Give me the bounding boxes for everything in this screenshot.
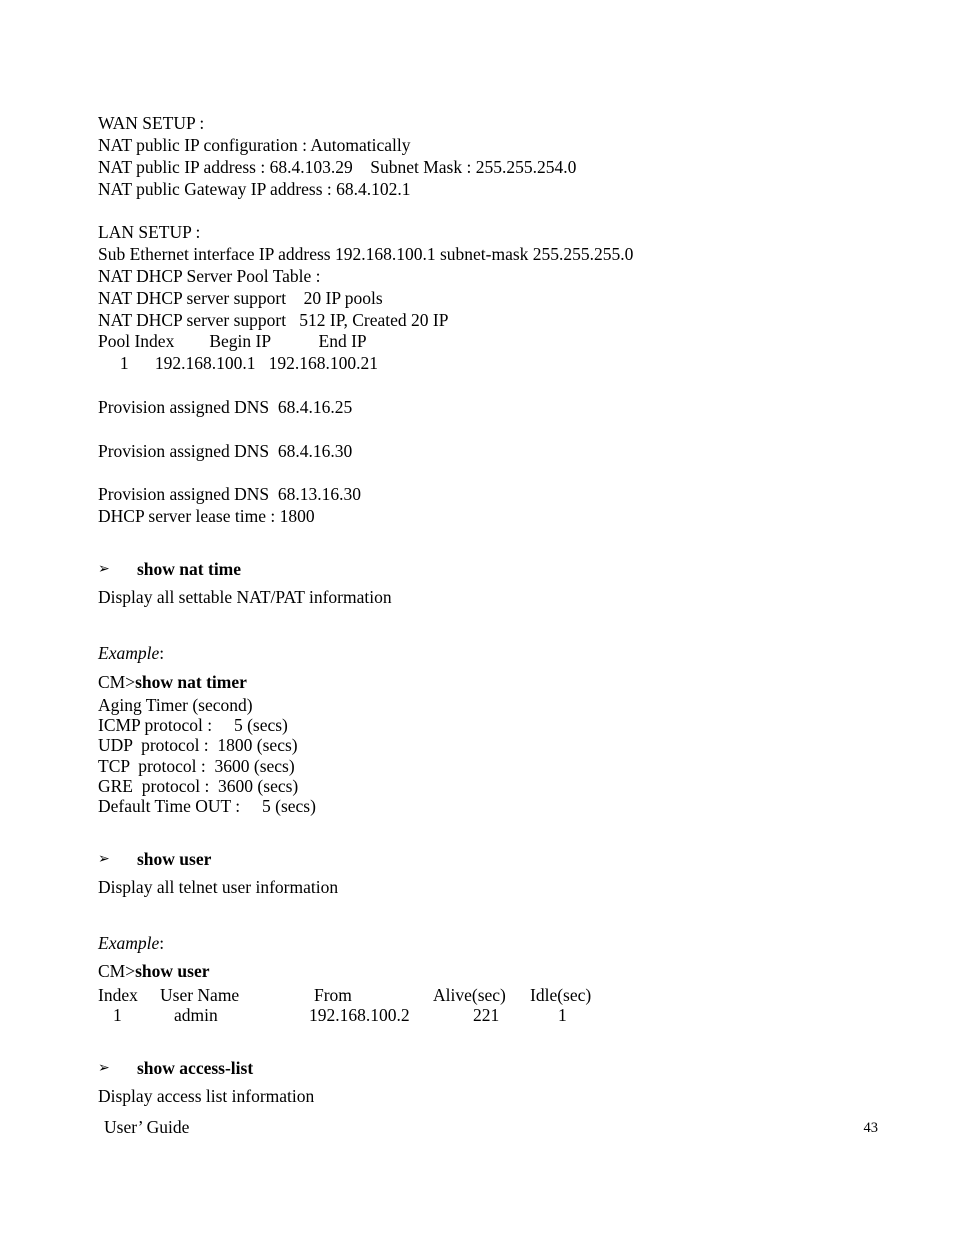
wan-setup-title: WAN SETUP : xyxy=(98,113,205,133)
section-heading-user: show user xyxy=(137,849,212,869)
example-word: Example xyxy=(98,933,160,953)
example-colon: : xyxy=(159,933,165,953)
wan-gateway: NAT public Gateway IP address : 68.4.102.1 xyxy=(98,179,411,199)
pool-table-header: Pool Index Begin IP End IP xyxy=(98,331,367,351)
command-text: show nat timer xyxy=(135,672,247,692)
arrow-bullet-icon: ➢ xyxy=(98,1060,110,1076)
lan-sub-ethernet: Sub Ethernet interface IP address 192.168.100.1 subnet-mask 255.255.255.0 xyxy=(98,244,634,264)
example-word: Example xyxy=(98,643,160,663)
dns-line-1: Provision assigned DNS 68.4.16.25 xyxy=(98,397,353,417)
cell-alive: 221 xyxy=(473,1005,500,1025)
timer-output-line: GRE protocol : 3600 (secs) xyxy=(98,776,299,796)
cell-index: 1 xyxy=(113,1005,122,1025)
example-label-nat-time xyxy=(98,645,164,663)
cell-from: 192.168.100.2 xyxy=(309,1005,410,1025)
section-desc-nat-time: Display all settable NAT/PAT information xyxy=(98,587,392,607)
example-colon: : xyxy=(159,643,165,663)
cell-user-name: admin xyxy=(174,1005,218,1025)
column-header-alive: Alive(sec) xyxy=(433,985,506,1005)
section-heading-access-list: show access-list xyxy=(137,1058,254,1078)
timer-output-line: UDP protocol : 1800 (secs) xyxy=(98,735,298,755)
footer-title: User’ Guide xyxy=(104,1117,190,1137)
timer-output-line: ICMP protocol : 5 (secs) xyxy=(98,715,288,735)
cm-prompt: CM> xyxy=(98,961,136,981)
timer-output-line: TCP protocol : 3600 (secs) xyxy=(98,756,295,776)
command-text: show user xyxy=(135,961,210,981)
dns-line-2: Provision assigned DNS 68.4.16.30 xyxy=(98,441,353,461)
section-desc-user: Display all telnet user information xyxy=(98,877,339,897)
lan-pool-table-title: NAT DHCP Server Pool Table : xyxy=(98,266,321,286)
arrow-bullet-icon: ➢ xyxy=(98,851,110,867)
timer-output-line: Aging Timer (second) xyxy=(98,695,253,715)
page-number: 43 xyxy=(863,1120,878,1136)
lan-dhcp-support-ip: NAT DHCP server support 512 IP, Created 20 IP xyxy=(98,310,449,330)
example-label-user xyxy=(98,935,164,953)
pool-table-row: 1 192.168.100.1 192.168.100.21 xyxy=(98,353,378,373)
cell-idle: 1 xyxy=(558,1005,567,1025)
column-header-index: Index xyxy=(98,985,138,1005)
command-line-nat-timer xyxy=(98,674,247,692)
cm-prompt: CM> xyxy=(98,672,136,692)
wan-ip-config: NAT public IP configuration : Automatically xyxy=(98,135,411,155)
column-header-idle: Idle(sec) xyxy=(530,985,592,1005)
column-header-user-name: User Name xyxy=(160,985,240,1005)
column-header-from: From xyxy=(314,985,352,1005)
dns-line-3: Provision assigned DNS 68.13.16.30 xyxy=(98,484,361,504)
lan-setup-title: LAN SETUP : xyxy=(98,222,201,242)
command-line-show-user xyxy=(98,963,210,981)
section-heading-nat-time: show nat time xyxy=(137,559,242,579)
arrow-bullet-icon: ➢ xyxy=(98,561,110,577)
lan-dhcp-support-pools: NAT DHCP server support 20 IP pools xyxy=(98,288,383,308)
dhcp-lease-time: DHCP server lease time : 1800 xyxy=(98,506,315,526)
timer-output-line: Default Time OUT : 5 (secs) xyxy=(98,796,316,816)
section-desc-access-list: Display access list information xyxy=(98,1086,315,1106)
wan-ip-address: NAT public IP address : 68.4.103.29 Subnet Mask : 255.255.254.0 xyxy=(98,157,577,177)
